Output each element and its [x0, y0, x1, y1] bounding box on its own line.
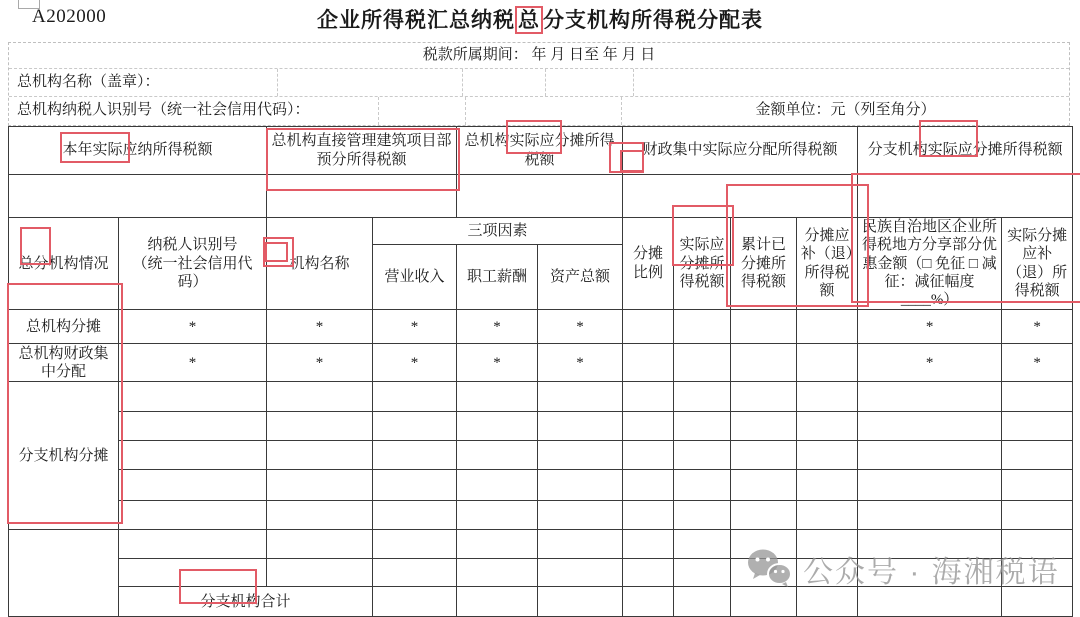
col-head-actual-share: 实际应分摊所得税额: [674, 218, 731, 310]
input-cell[interactable]: [731, 441, 797, 470]
input-cell[interactable]: [457, 501, 538, 530]
table-row-branch: [9, 412, 1073, 441]
input-cell[interactable]: [267, 501, 373, 530]
title-text-suffix: 分支机构所得税分配表: [543, 8, 763, 32]
input-cell[interactable]: [623, 587, 674, 617]
input-cell[interactable]: [623, 470, 674, 501]
summary-input-cell[interactable]: [9, 175, 267, 218]
input-cell[interactable]: [457, 587, 538, 617]
table-row-branch: [9, 382, 1073, 412]
input-cell[interactable]: [1002, 382, 1073, 412]
col-head-org-name: 机构名称: [267, 218, 373, 310]
input-cell[interactable]: [538, 441, 623, 470]
col-head-org-status: 总分机构情况: [9, 218, 119, 310]
input-cell[interactable]: [373, 530, 457, 559]
input-cell[interactable]: [858, 530, 1002, 559]
col-head-taxid: [119, 218, 267, 310]
data-cell: *: [267, 310, 373, 344]
input-cell[interactable]: [623, 310, 674, 344]
title-text-prefix: 企业所得税汇总纳税: [317, 8, 515, 32]
input-cell[interactable]: [674, 344, 731, 382]
input-cell[interactable]: [731, 470, 797, 501]
org-taxid-input-cell[interactable]: [465, 97, 621, 125]
table-row-hq-allocation: [9, 310, 1073, 344]
input-cell[interactable]: [674, 412, 731, 441]
table-row-branch: [9, 501, 1073, 530]
input-cell[interactable]: [858, 501, 1002, 530]
input-cell[interactable]: [119, 559, 267, 587]
table-row-branch-total: [9, 587, 1073, 617]
data-cell: *: [119, 344, 267, 382]
input-cell[interactable]: [373, 441, 457, 470]
input-cell[interactable]: [538, 412, 623, 441]
input-cell[interactable]: [797, 412, 858, 441]
input-cell[interactable]: [674, 530, 731, 559]
input-cell[interactable]: [731, 412, 797, 441]
input-cell[interactable]: [119, 501, 267, 530]
input-cell[interactable]: [373, 470, 457, 501]
page-title: [0, 4, 1080, 34]
row-label-branch-allocation: 分支机构分摊: [9, 382, 119, 530]
summary-col-hq-share: 总机构实际应分摊所得税额: [457, 127, 623, 175]
input-cell[interactable]: [1002, 587, 1073, 617]
row-label-branch-total: 分支机构合计: [119, 587, 373, 617]
input-cell[interactable]: [373, 501, 457, 530]
col-head-accumulated: 累计已分摊所得税额: [731, 218, 797, 310]
input-cell[interactable]: [119, 470, 267, 501]
input-cell[interactable]: [731, 344, 797, 382]
input-cell[interactable]: [731, 587, 797, 617]
input-cell[interactable]: [457, 441, 538, 470]
input-cell[interactable]: [1002, 470, 1073, 501]
org-name-input-cell[interactable]: [633, 69, 1069, 96]
data-cell: *: [858, 310, 1002, 344]
input-cell[interactable]: [858, 559, 1002, 587]
input-cell[interactable]: [267, 412, 373, 441]
input-cell[interactable]: [797, 382, 858, 412]
input-cell[interactable]: [623, 559, 674, 587]
summary-col-annual-tax: 本年实际应纳所得税额: [9, 127, 267, 175]
col-head-three-factors: 三项因素: [373, 218, 623, 245]
input-cell[interactable]: [538, 530, 623, 559]
input-cell[interactable]: [797, 344, 858, 382]
summary-col-fiscal: 财政集中实际应分配所得税额: [623, 127, 858, 175]
summary-input-cell[interactable]: [623, 175, 858, 218]
input-cell[interactable]: [538, 559, 623, 587]
data-cell: *: [457, 310, 538, 344]
input-cell[interactable]: [623, 441, 674, 470]
allocation-table: [8, 126, 1073, 617]
org-name-input-cell[interactable]: [462, 69, 545, 96]
input-cell[interactable]: [119, 530, 267, 559]
input-cell[interactable]: [373, 559, 457, 587]
row-label-hq-allocation: 总机构分摊: [9, 310, 119, 344]
col-head-payroll: 职工薪酬: [457, 244, 538, 310]
tax-period-row: [9, 43, 1069, 69]
input-cell[interactable]: [119, 441, 267, 470]
input-cell[interactable]: [623, 412, 674, 441]
col-head-assets: 资产总额: [538, 244, 623, 310]
input-cell[interactable]: [797, 501, 858, 530]
title-annotated-char: 总: [515, 6, 543, 34]
col-head-ratio: 分摊比例: [623, 218, 674, 310]
column-header-row: [9, 218, 1073, 245]
summary-input-cell[interactable]: [457, 175, 623, 218]
input-cell[interactable]: [858, 382, 1002, 412]
input-cell[interactable]: [858, 441, 1002, 470]
input-cell[interactable]: [267, 559, 373, 587]
input-cell[interactable]: [623, 382, 674, 412]
table-row-branch: [9, 470, 1073, 501]
input-cell[interactable]: [457, 470, 538, 501]
col-head-revenue: 营业收入: [373, 244, 457, 310]
input-cell[interactable]: [538, 470, 623, 501]
input-cell[interactable]: [731, 382, 797, 412]
org-name-input-cell[interactable]: [277, 69, 462, 96]
input-cell[interactable]: [731, 530, 797, 559]
org-taxid-label: 总机构纳税人识别号（统一社会信用代码）：: [17, 102, 310, 118]
summary-col-branch-share: 分支机构实际应分摊所得税额: [858, 127, 1073, 175]
input-cell[interactable]: [457, 412, 538, 441]
input-cell[interactable]: [797, 470, 858, 501]
input-cell[interactable]: [858, 587, 1002, 617]
summary-col-construction: 总机构直接管理建筑项目部预分所得税额: [267, 127, 457, 175]
input-cell[interactable]: [1002, 501, 1073, 530]
input-cell[interactable]: [674, 441, 731, 470]
input-cell[interactable]: [267, 470, 373, 501]
input-cell[interactable]: [797, 559, 858, 587]
input-cell[interactable]: [623, 501, 674, 530]
org-name-input-cell[interactable]: [545, 69, 633, 96]
input-cell[interactable]: [538, 382, 623, 412]
input-cell[interactable]: [731, 501, 797, 530]
input-cell[interactable]: [457, 530, 538, 559]
row-label-empty-cell: [9, 530, 119, 617]
input-cell[interactable]: [119, 412, 267, 441]
table-row-branch: [9, 530, 1073, 559]
org-name-row: [9, 69, 1069, 97]
input-cell[interactable]: [267, 382, 373, 412]
input-cell[interactable]: [457, 559, 538, 587]
input-cell[interactable]: [797, 441, 858, 470]
input-cell[interactable]: [623, 530, 674, 559]
tax-period-label: 税款所属期间： 年 月 日至 年 月 日: [422, 47, 656, 63]
table-row-hq-fiscal: [9, 344, 1073, 382]
input-cell[interactable]: [1002, 559, 1073, 587]
input-cell[interactable]: [373, 382, 457, 412]
input-cell[interactable]: [674, 559, 731, 587]
input-cell[interactable]: [119, 382, 267, 412]
watermark-text: 公众号 · 海湘税语: [803, 556, 1060, 589]
input-cell[interactable]: [373, 412, 457, 441]
col-head-ethnic-preference: 民族自治地区企业所得税地方分享部分优惠金额（□ 免征 □ 减征：减征幅度____%）: [858, 218, 1002, 310]
data-cell: *: [1002, 310, 1073, 344]
data-cell: *: [538, 344, 623, 382]
input-cell[interactable]: [858, 470, 1002, 501]
input-cell[interactable]: [373, 587, 457, 617]
input-cell[interactable]: [457, 382, 538, 412]
input-cell[interactable]: [797, 310, 858, 344]
org-name-label: 总机构名称（盖章）：: [17, 74, 160, 90]
form-info-section: [8, 42, 1070, 126]
input-cell[interactable]: [538, 587, 623, 617]
summary-input-cell[interactable]: [267, 175, 457, 218]
data-cell: *: [457, 344, 538, 382]
input-cell[interactable]: [674, 382, 731, 412]
row-label-hq-fiscal: 总机构财政集中分配: [9, 344, 119, 382]
amount-unit-label: 金额单位：元（列至角分）: [621, 97, 1069, 125]
data-cell: *: [119, 310, 267, 344]
col-head-taxid-line2: （统一社会信用代码）: [132, 255, 253, 290]
table-row-branch: [9, 559, 1073, 587]
col-head-actual-supplement: 实际分摊应补（退）所得税额: [1002, 218, 1073, 310]
data-cell: *: [858, 344, 1002, 382]
org-taxid-input-cell[interactable]: [378, 97, 465, 125]
input-cell[interactable]: [797, 587, 858, 617]
input-cell[interactable]: [1002, 412, 1073, 441]
org-taxid-row: [9, 97, 1069, 125]
input-cell[interactable]: [674, 501, 731, 530]
input-cell[interactable]: [267, 530, 373, 559]
input-cell[interactable]: [674, 310, 731, 344]
data-cell: *: [373, 344, 457, 382]
input-cell[interactable]: [858, 412, 1002, 441]
input-cell[interactable]: [267, 441, 373, 470]
input-cell[interactable]: [731, 310, 797, 344]
input-cell[interactable]: [674, 587, 731, 617]
summary-input-cell[interactable]: [858, 175, 1073, 218]
data-cell: *: [373, 310, 457, 344]
data-cell: *: [267, 344, 373, 382]
col-head-taxid-line1: 纳税人识别号: [147, 237, 238, 254]
input-cell[interactable]: [731, 559, 797, 587]
table-row-branch: [9, 441, 1073, 470]
input-cell[interactable]: [1002, 441, 1073, 470]
input-cell[interactable]: [674, 470, 731, 501]
data-cell: *: [1002, 344, 1073, 382]
input-cell[interactable]: [623, 344, 674, 382]
summary-input-row: [9, 175, 1073, 218]
summary-header-row: [9, 127, 1073, 175]
form-code: A202000: [32, 6, 107, 27]
data-cell: *: [538, 310, 623, 344]
input-cell[interactable]: [797, 530, 858, 559]
input-cell[interactable]: [538, 501, 623, 530]
input-cell[interactable]: [1002, 530, 1073, 559]
col-head-supplement: 分摊应补（退）所得税额: [797, 218, 858, 310]
